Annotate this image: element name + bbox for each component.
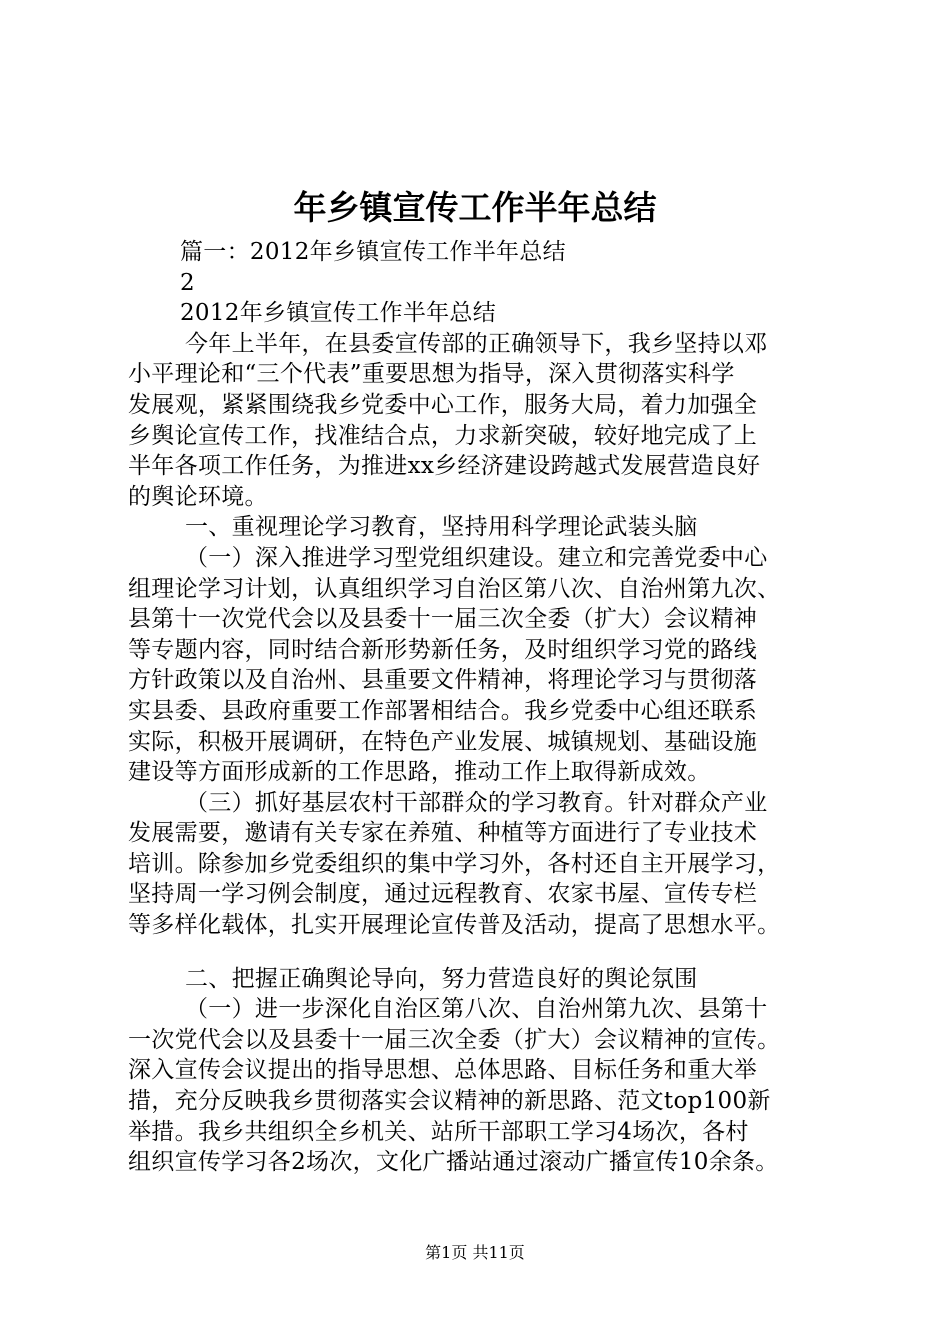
paragraph-gap bbox=[128, 941, 852, 964]
page-number-footer: 第1页 共11页 bbox=[425, 1243, 525, 1262]
paragraph-line: 举措。我乡共组织全乡机关、站所干部职工学习4场次，各村 bbox=[128, 1118, 749, 1145]
paragraph-line: 等专题内容，同时结合新形势新任务，及时组织学习党的路线 bbox=[128, 636, 758, 663]
paragraph-line: （一）深入推进学习型党组织建设。建立和完善党委中心 bbox=[185, 544, 768, 571]
paragraph-line: 发展需要，邀请有关专家在养殖、种植等方面进行了专业技术 bbox=[128, 820, 758, 847]
paragraph-line: 的舆论环境。 bbox=[128, 483, 268, 510]
section-heading: 一、重视理论学习教育，坚持用科学理论武装头脑 bbox=[185, 514, 698, 541]
paragraph-line: 实县委、县政府重要工作部署相结合。我乡党委中心组还联系 bbox=[128, 697, 758, 724]
paragraph-line: 小平理论和“三个代表”重要思想为指导，深入贯彻落实科学 bbox=[128, 361, 735, 388]
paragraph-line: 发展观，紧紧围绕我乡党委中心工作，服务大局，着力加强全 bbox=[128, 391, 758, 418]
section-heading: 二、把握正确舆论导向，努力营造良好的舆论氛围 bbox=[185, 965, 698, 992]
paragraph-line: 坚持周一学习例会制度，通过远程教育、农家书屋、宣传专栏 bbox=[128, 881, 758, 908]
paragraph-line: 深入宣传会议提出的指导思想、总体思路、目标任务和重大举 bbox=[128, 1057, 758, 1084]
subtitle-line: 篇一：2012年乡镇宣传工作半年总结 bbox=[180, 239, 566, 265]
paragraph-line: 培训。除参加乡党委组织的集中学习外，各村还自主开展学习， bbox=[128, 850, 781, 877]
paragraph-line: 实际，积极开展调研，在特色产业发展、城镇规划、基础设施 bbox=[128, 728, 758, 755]
paragraph-line: 组理论学习计划，认真组织学习自治区第八次、自治州第九次、 bbox=[128, 575, 781, 602]
paragraph-line: 方针政策以及自治州、县重要文件精神，将理论学习与贯彻落 bbox=[128, 667, 758, 694]
paragraph-line: 等多样化载体，扎实开展理论宣传普及活动，提高了思想水平。 bbox=[128, 912, 781, 939]
paragraph-line: 建设等方面形成新的工作思路，推动工作上取得新成效。 bbox=[128, 759, 711, 786]
text-line: 2 bbox=[180, 269, 195, 296]
paragraph-line: 措，充分反映我乡贯彻落实会议精神的新思路、范文top100新 bbox=[128, 1088, 771, 1115]
paragraph-line: （一）进一步深化自治区第八次、自治州第九次、县第十 bbox=[185, 996, 768, 1023]
document-title: 年乡镇宣传工作半年总结 bbox=[293, 188, 657, 227]
paragraph-line: （三）抓好基层农村干部群众的学习教育。针对群众产业 bbox=[185, 789, 768, 816]
paragraph-line: 县第十一次党代会以及县委十一届三次全委（扩大）会议精神 bbox=[128, 606, 758, 633]
section-heading: 2012年乡镇宣传工作半年总结 bbox=[180, 300, 497, 327]
paragraph-line: 组织宣传学习各2场次，文化广播站通过滚动广播宣传10余条。 bbox=[128, 1149, 779, 1176]
document-body bbox=[128, 237, 852, 1178]
paragraph-line: 今年上半年，在县委宣传部的正确领导下，我乡坚持以邓 bbox=[185, 330, 768, 357]
paragraph-line: 半年各项工作任务，为推进xx乡经济建设跨越式发展营造良好 bbox=[128, 453, 761, 480]
paragraph-line: 一次党代会以及县委十一届三次全委（扩大）会议精神的宣传。 bbox=[128, 1026, 781, 1053]
paragraph-line: 乡舆论宣传工作，找准结合点，力求新突破，较好地完成了上 bbox=[128, 422, 758, 449]
